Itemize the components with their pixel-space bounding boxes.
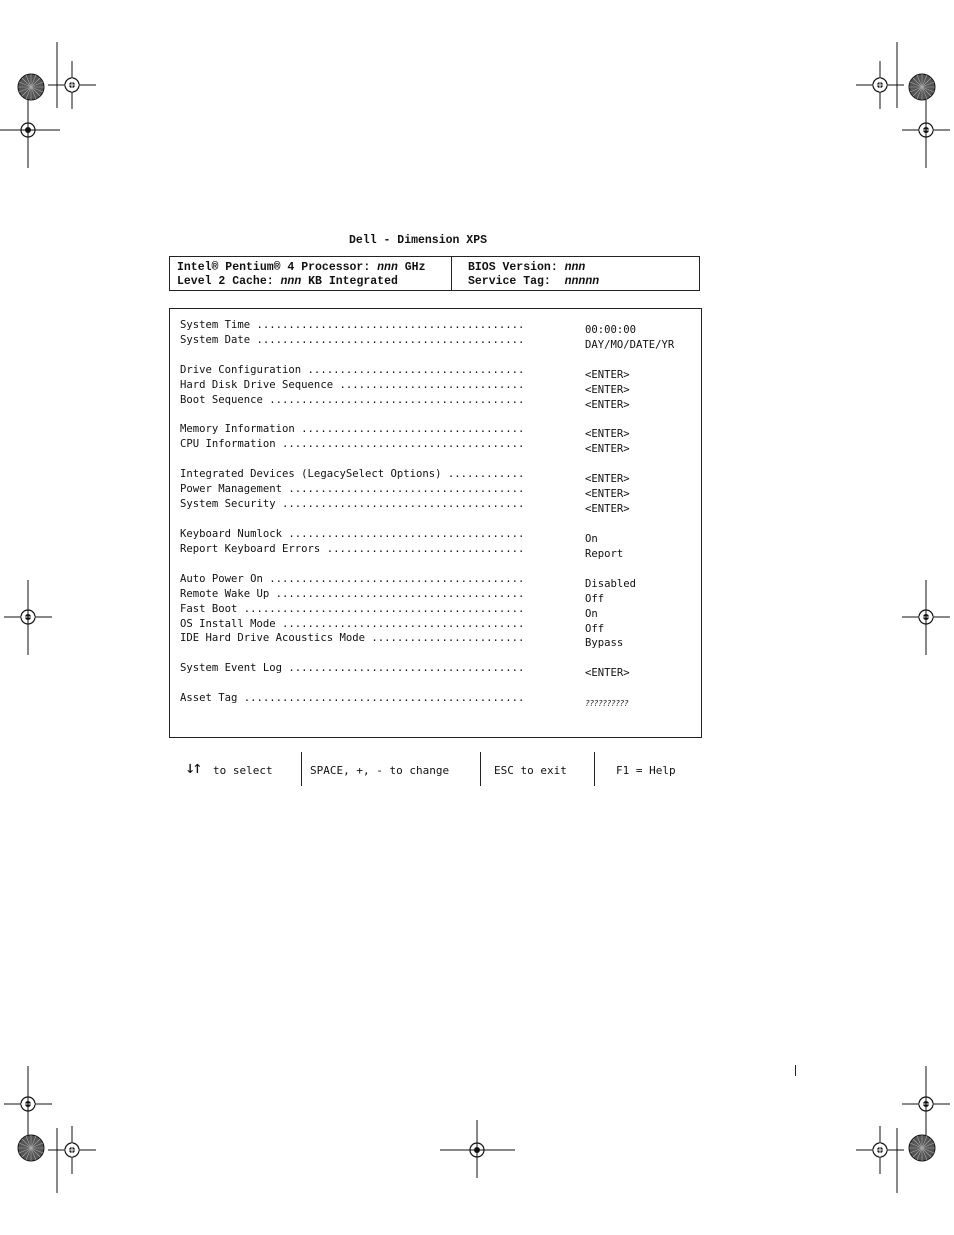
os-install-mode-value[interactable]: Off [585, 623, 605, 635]
service-tag-label: Service Tag: [468, 275, 565, 288]
menu-item-label: Power Management ..................................... [180, 483, 525, 495]
menu-item-label: OS Install Mode ...................................... [180, 618, 525, 630]
registration-target-icon [909, 74, 935, 100]
menu-item-label: Keyboard Numlock ..................................... [180, 528, 525, 540]
menu-item-power-management[interactable] [180, 482, 630, 500]
menu-item-fast-boot[interactable] [180, 602, 598, 620]
menu-item-remote-wake-up[interactable] [180, 587, 605, 605]
setup-menu [169, 308, 702, 738]
crosshair-icon [48, 1126, 96, 1174]
screen-title: Dell - Dimension XPS [348, 234, 488, 247]
menu-item-label: System Security ...................................... [180, 498, 525, 510]
menu-item-label: Hard Disk Drive Sequence ............................. [180, 379, 525, 391]
menu-item-label: Integrated Devices (LegacySelect Options) ............ [180, 468, 525, 480]
menu-item-auto-power-on[interactable] [180, 572, 637, 590]
boot-sequence-value[interactable]: <ENTER> [585, 399, 630, 411]
processor-info [177, 261, 425, 289]
menu-item-label: Drive Configuration .................................. [180, 364, 525, 376]
asset-tag-value[interactable]: ?????????? [585, 699, 629, 708]
menu-item-cpu-information[interactable] [180, 437, 630, 455]
hint-divider [594, 752, 595, 786]
menu-item-system-security[interactable] [180, 497, 630, 515]
system-security-value[interactable]: <ENTER> [585, 503, 630, 515]
fast-boot-value[interactable]: On [585, 608, 598, 620]
menu-item-system-date[interactable] [180, 333, 675, 351]
memory-information-value[interactable]: <ENTER> [585, 428, 630, 440]
cache-size: nnn [280, 275, 302, 288]
processor-label: Intel® Pentium® 4 Processor: [177, 261, 378, 274]
page-margin-tick [795, 1065, 796, 1076]
system-time-value[interactable]: 00:00:00 [585, 324, 637, 336]
processor-unit: GHz [397, 261, 426, 274]
registration-target-icon [18, 74, 44, 100]
menu-item-report-keyboard-errors[interactable] [180, 542, 624, 560]
processor-speed: nnn [377, 261, 398, 274]
info-divider [451, 257, 452, 290]
auto-power-on-value[interactable]: Disabled [585, 578, 637, 590]
hint-divider [301, 752, 302, 786]
service-tag-value: nnnnn [564, 275, 600, 288]
key-help-bar [180, 752, 700, 786]
crosshair-icon [48, 61, 96, 109]
cpu-information-value[interactable]: <ENTER> [585, 443, 630, 455]
menu-item-keyboard-numlock[interactable] [180, 527, 598, 545]
hint-divider [480, 752, 481, 786]
power-management-value[interactable]: <ENTER> [585, 488, 630, 500]
system-info-box [169, 256, 700, 291]
cache-unit: KB Integrated [301, 275, 398, 288]
menu-item-system-time[interactable] [180, 318, 637, 336]
menu-item-label: Boot Sequence ........................................ [180, 394, 525, 406]
registration-target-icon [18, 1135, 44, 1161]
menu-item-os-install-mode[interactable] [180, 617, 605, 635]
menu-item-label: Remote Wake Up ....................................... [180, 588, 525, 600]
exit-hint: ESC to exit [494, 764, 567, 777]
menu-item-label: Asset Tag ............................................ [180, 692, 525, 704]
bios-info [468, 261, 599, 289]
menu-item-label: System Event Log ..................................... [180, 662, 525, 674]
drive-configuration-value[interactable]: <ENTER> [585, 369, 630, 381]
cache-label: Level 2 Cache: [177, 275, 281, 288]
ide-acoustics-value[interactable]: Bypass [585, 637, 624, 649]
menu-item-ide-acoustics[interactable] [180, 631, 624, 649]
select-hint: to select [213, 764, 273, 777]
remote-wake-up-value[interactable]: Off [585, 593, 605, 605]
system-date-value[interactable]: DAY/MO/DATE/YR [585, 339, 675, 351]
menu-item-integrated-devices[interactable] [180, 467, 630, 485]
menu-item-boot-sequence[interactable] [180, 393, 630, 411]
menu-item-label: CPU Information ...................................... [180, 438, 525, 450]
menu-item-label: Auto Power On ........................................ [180, 573, 525, 585]
up-down-arrows-icon: ↓↑ [185, 758, 200, 778]
hdd-sequence-value[interactable]: <ENTER> [585, 384, 630, 396]
menu-item-asset-tag[interactable] [180, 691, 628, 706]
menu-item-label: System Time .......................................... [180, 319, 525, 331]
change-hint: SPACE, +, - to change [310, 764, 450, 777]
menu-item-label: Memory Information ................................... [180, 423, 525, 435]
report-keyboard-errors-value[interactable]: Report [585, 548, 624, 560]
menu-item-hard-disk-drive-sequence[interactable] [180, 378, 630, 396]
menu-item-label: Fast Boot ............................................ [180, 603, 525, 615]
registration-target-icon [909, 1135, 935, 1161]
bios-label: BIOS Version: [468, 261, 565, 274]
keyboard-numlock-value[interactable]: On [585, 533, 598, 545]
menu-item-label: System Date .......................................... [180, 334, 525, 346]
menu-item-drive-configuration[interactable] [180, 363, 630, 381]
menu-item-label: Report Keyboard Errors ............................... [180, 543, 525, 555]
menu-item-system-event-log[interactable] [180, 661, 630, 679]
system-event-log-value[interactable]: <ENTER> [585, 667, 630, 679]
bios-version: nnn [564, 261, 586, 274]
help-hint: F1 = Help [616, 764, 676, 777]
integrated-devices-value[interactable]: <ENTER> [585, 473, 630, 485]
menu-item-memory-information[interactable] [180, 422, 630, 440]
menu-item-label: IDE Hard Drive Acoustics Mode ........................ [180, 632, 525, 644]
